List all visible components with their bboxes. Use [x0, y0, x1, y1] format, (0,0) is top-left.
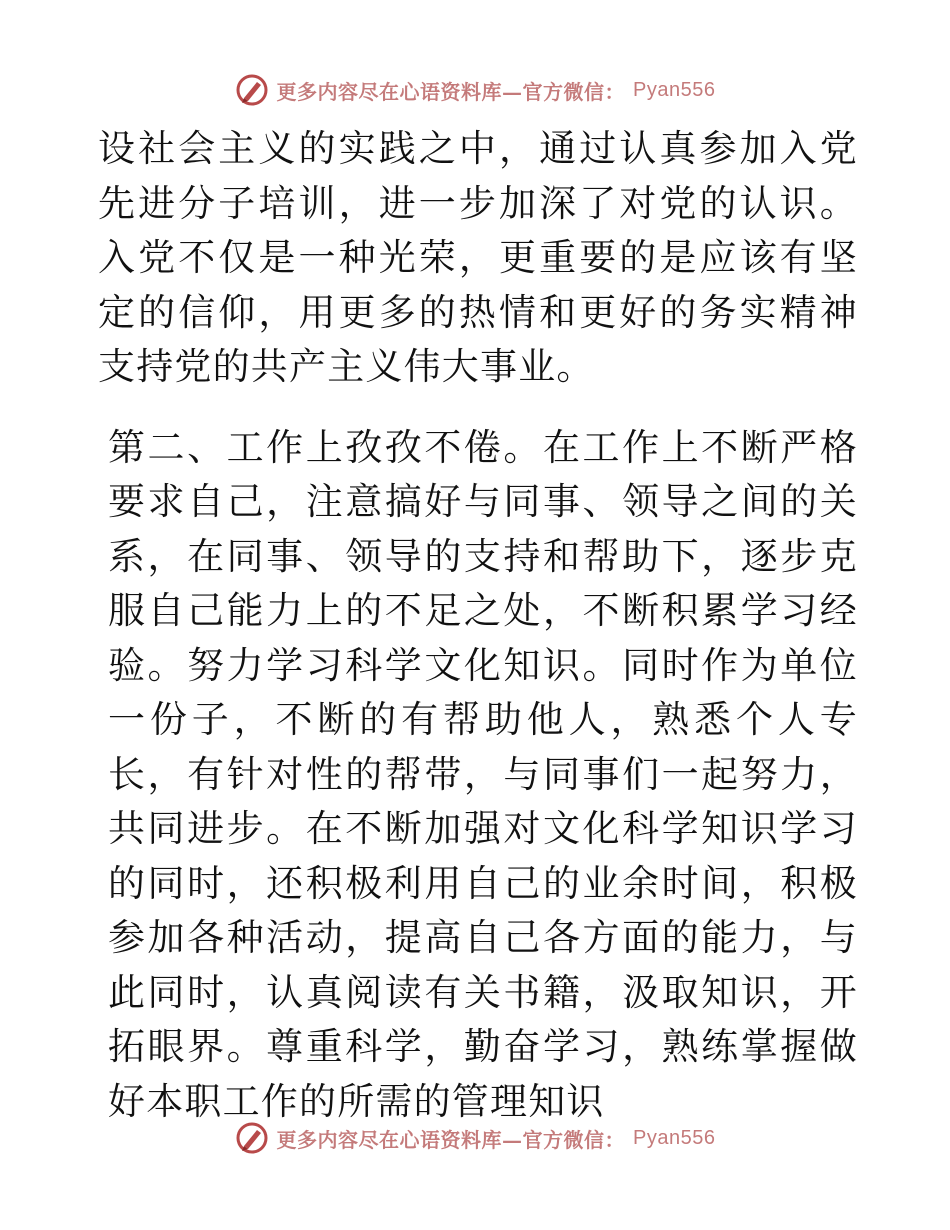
paragraph-1: 设社会主义的实践之中，通过认真参加入党先进分子培训，进一步加深了对党的认识。入党不仅是一种光荣，更重要的是应该有坚定的信仰，用更多的热情和更好的务实精神支持党的共产主义伟大事业。 [98, 127, 858, 388]
watermark-text: 更多内容尽在心语资料库—官方微信： [276, 1127, 626, 1152]
watermark-brand: Pyan556 [633, 1126, 716, 1149]
pen-circle-logo-icon [235, 1121, 269, 1155]
header-watermark [0, 70, 950, 110]
paragraph-2: 第二、工作上孜孜不倦。在工作上不断严格要求自己，注意搞好与同事、领导之间的关系，在同事、领导的支持和帮助下，逐步克服自己能力上的不足之处，不断积累学习经验。努力学习科学文化知识。同时作为单位一份子，不断的有帮助他人，熟悉个人专长，有针对性的帮带，与同事们一起努力，共同进步。在不断加强对文化科学知识学习的同时，还积极利用自己的业余时间，积极参加各种活动，提高自己各方面的能力，与此同时，认真阅读有关书籍，汲取知识，开拓眼界。尊重科学，勤奋学习，熟练掌握做好本职工作的所需的管理知识 [108, 425, 858, 1123]
watermark-brand: Pyan556 [633, 78, 716, 101]
pen-circle-logo-icon [235, 73, 269, 107]
watermark-text: 更多内容尽在心语资料库—官方微信： [276, 79, 626, 104]
document-body [98, 122, 858, 1129]
footer-watermark [0, 1118, 950, 1158]
